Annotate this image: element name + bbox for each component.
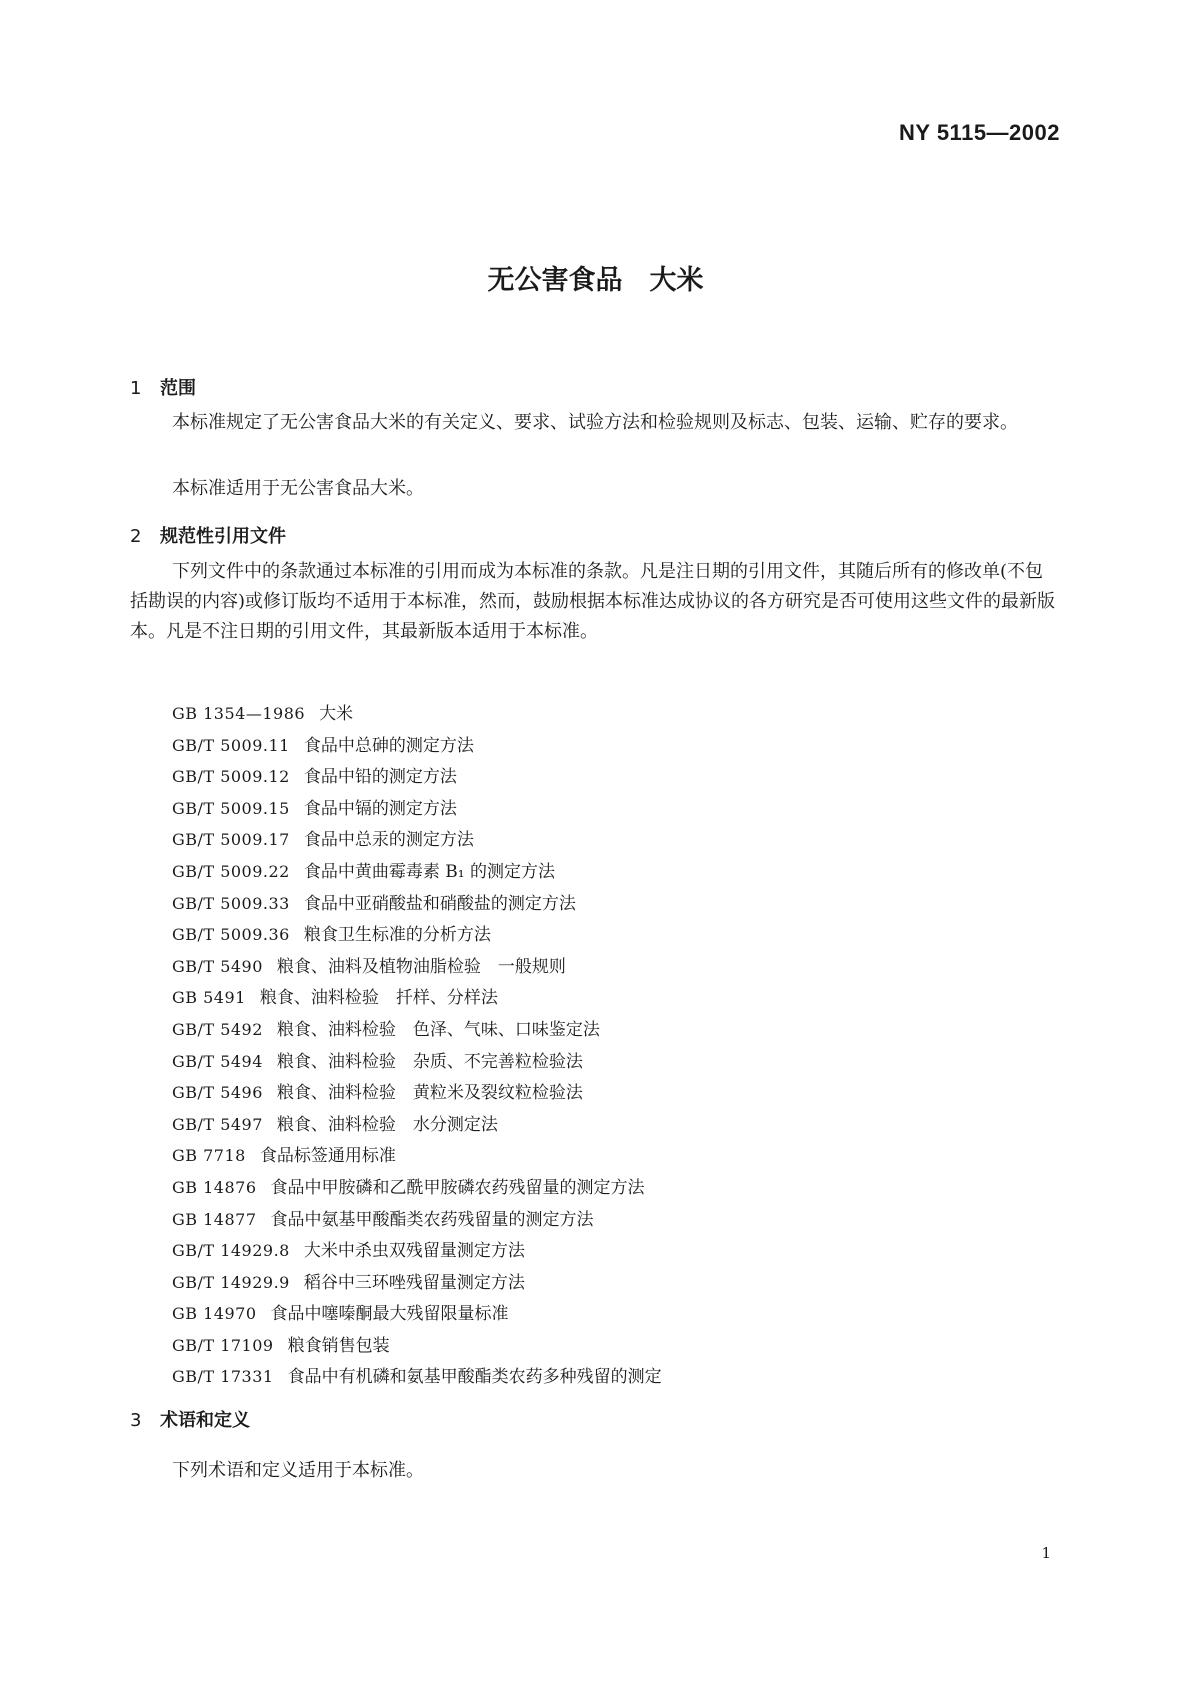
reference-title: 粮食、油料检验 水分测定法 — [276, 1114, 498, 1135]
reference-item — [172, 1235, 662, 1267]
reference-item — [172, 1046, 662, 1078]
reference-title: 食品中有机磷和氨基甲酸酯类农药多种残留的测定 — [287, 1367, 662, 1388]
reference-code: GB/T 5497 — [172, 1114, 263, 1134]
reference-title: 大米中杀虫双残留量测定方法 — [303, 1241, 525, 1262]
reference-title: 食品中铅的测定方法 — [303, 767, 457, 788]
reference-title: 粮食、油料检验 色泽、气味、口味鉴定法 — [276, 1019, 600, 1040]
section-1-title: 范围 — [160, 378, 196, 399]
reference-item — [172, 1298, 662, 1330]
section-1-number: 1 — [130, 378, 142, 399]
reference-item — [172, 1014, 662, 1046]
reference-title: 粮食、油料检验 黄粒米及裂纹粒检验法 — [276, 1083, 583, 1104]
reference-item — [172, 1077, 662, 1109]
reference-item — [172, 888, 662, 920]
section-3-number: 3 — [130, 1410, 142, 1431]
section-2-number: 2 — [130, 526, 142, 547]
reference-code: GB/T 5009.22 — [172, 861, 290, 881]
reference-title: 大米 — [319, 704, 354, 724]
reference-code: GB/T 14929.8 — [172, 1241, 290, 1261]
reference-title: 稻谷中三环唑残留量测定方法 — [303, 1272, 525, 1293]
reference-code: GB/T 5009.15 — [172, 798, 290, 818]
reference-code: GB 14876 — [172, 1177, 257, 1197]
section-3-heading — [130, 1406, 250, 1432]
section-1-heading — [130, 374, 196, 400]
reference-code: GB/T 5490 — [172, 956, 263, 976]
reference-code: GB/T 5009.11 — [172, 735, 290, 755]
reference-item — [172, 1109, 662, 1141]
reference-title: 粮食销售包装 — [287, 1335, 390, 1356]
reference-code: GB 5491 — [172, 988, 246, 1008]
document-title: 无公害食品 大米 — [487, 265, 704, 296]
reference-code: GB 14970 — [172, 1304, 257, 1324]
reference-title: 食品中镉的测定方法 — [303, 798, 457, 819]
reference-title: 食品标签通用标准 — [259, 1146, 396, 1167]
reference-item — [172, 793, 662, 825]
reference-item — [172, 1172, 662, 1204]
reference-code: GB 14877 — [172, 1209, 257, 1229]
reference-code: GB/T 5009.17 — [172, 830, 290, 850]
reference-code: GB/T 14929.9 — [172, 1272, 290, 1292]
reference-code: GB 7718 — [172, 1146, 246, 1166]
reference-title: 粮食、油料检验 杂质、不完善粒检验法 — [276, 1051, 583, 1072]
reference-item — [172, 1361, 662, 1393]
section-3-title: 术语和定义 — [160, 1410, 250, 1431]
reference-list — [172, 698, 662, 1393]
section-1-paragraph-1: 本标准规定了无公害食品大米的有关定义、要求、试验方法和检验规则及标志、包装、运输、贮存的要求。 — [172, 412, 1018, 433]
page-number: 1 — [1041, 1544, 1051, 1562]
section-1-paragraph-2: 本标准适用于无公害食品大米。 — [172, 478, 424, 499]
reference-code: GB/T 5009.12 — [172, 767, 290, 787]
reference-item — [172, 1204, 662, 1236]
reference-title: 粮食卫生标准的分析方法 — [303, 925, 491, 946]
reference-code: GB/T 5496 — [172, 1083, 263, 1103]
reference-code: GB/T 17109 — [172, 1335, 274, 1355]
reference-title: 食品中氨基甲酸酯类农药残留量的测定方法 — [270, 1209, 594, 1230]
section-2-intro: 下列文件中的条款通过本标准的引用而成为本标准的条款。凡是注日期的引用文件，其随后所有的修改单(不包括勘误的内容)或修订版均不适用于本标准，然而，鼓励根据本标准达成协议的各方研究是否可使用这些文件的最新版本。凡是不注日期的引用文件，其最新版本适用于本标准。 — [130, 561, 1056, 642]
reference-title: 食品中噻嗪酮最大残留限量标准 — [270, 1304, 509, 1325]
reference-title: 食品中总砷的测定方法 — [303, 735, 474, 756]
reference-code: GB/T 5494 — [172, 1051, 263, 1071]
reference-code: GB/T 5009.36 — [172, 925, 290, 945]
reference-item — [172, 951, 662, 983]
reference-item — [172, 1267, 662, 1299]
reference-item — [172, 1140, 662, 1172]
reference-item — [172, 1330, 662, 1362]
reference-title: 粮食、油料及植物油脂检验 一般规则 — [276, 956, 566, 977]
reference-title: 食品中总汞的测定方法 — [303, 830, 474, 851]
reference-item — [172, 982, 662, 1014]
reference-code: GB/T 17331 — [172, 1367, 274, 1387]
reference-code: GB/T 5009.33 — [172, 893, 290, 913]
reference-title: 食品中亚硝酸盐和硝酸盐的测定方法 — [303, 893, 576, 914]
reference-item — [172, 698, 662, 730]
reference-title: 食品中甲胺磷和乙酰甲胺磷农药残留量的测定方法 — [270, 1177, 645, 1198]
reference-title: 粮食、油料检验 扦样、分样法 — [259, 988, 498, 1009]
standard-code: NY 5115—2002 — [899, 120, 1060, 145]
section-2-heading — [130, 522, 286, 548]
reference-item — [172, 919, 662, 951]
reference-item — [172, 730, 662, 762]
reference-code: GB 1354—1986 — [172, 704, 306, 723]
reference-code: GB/T 5492 — [172, 1019, 263, 1039]
reference-item — [172, 824, 662, 856]
reference-item — [172, 761, 662, 793]
section-3-intro: 下列术语和定义适用于本标准。 — [172, 1460, 424, 1481]
section-2-title: 规范性引用文件 — [160, 526, 286, 547]
reference-item — [172, 856, 662, 888]
reference-title: 食品中黄曲霉毒素 B₁ 的测定方法 — [303, 861, 555, 882]
